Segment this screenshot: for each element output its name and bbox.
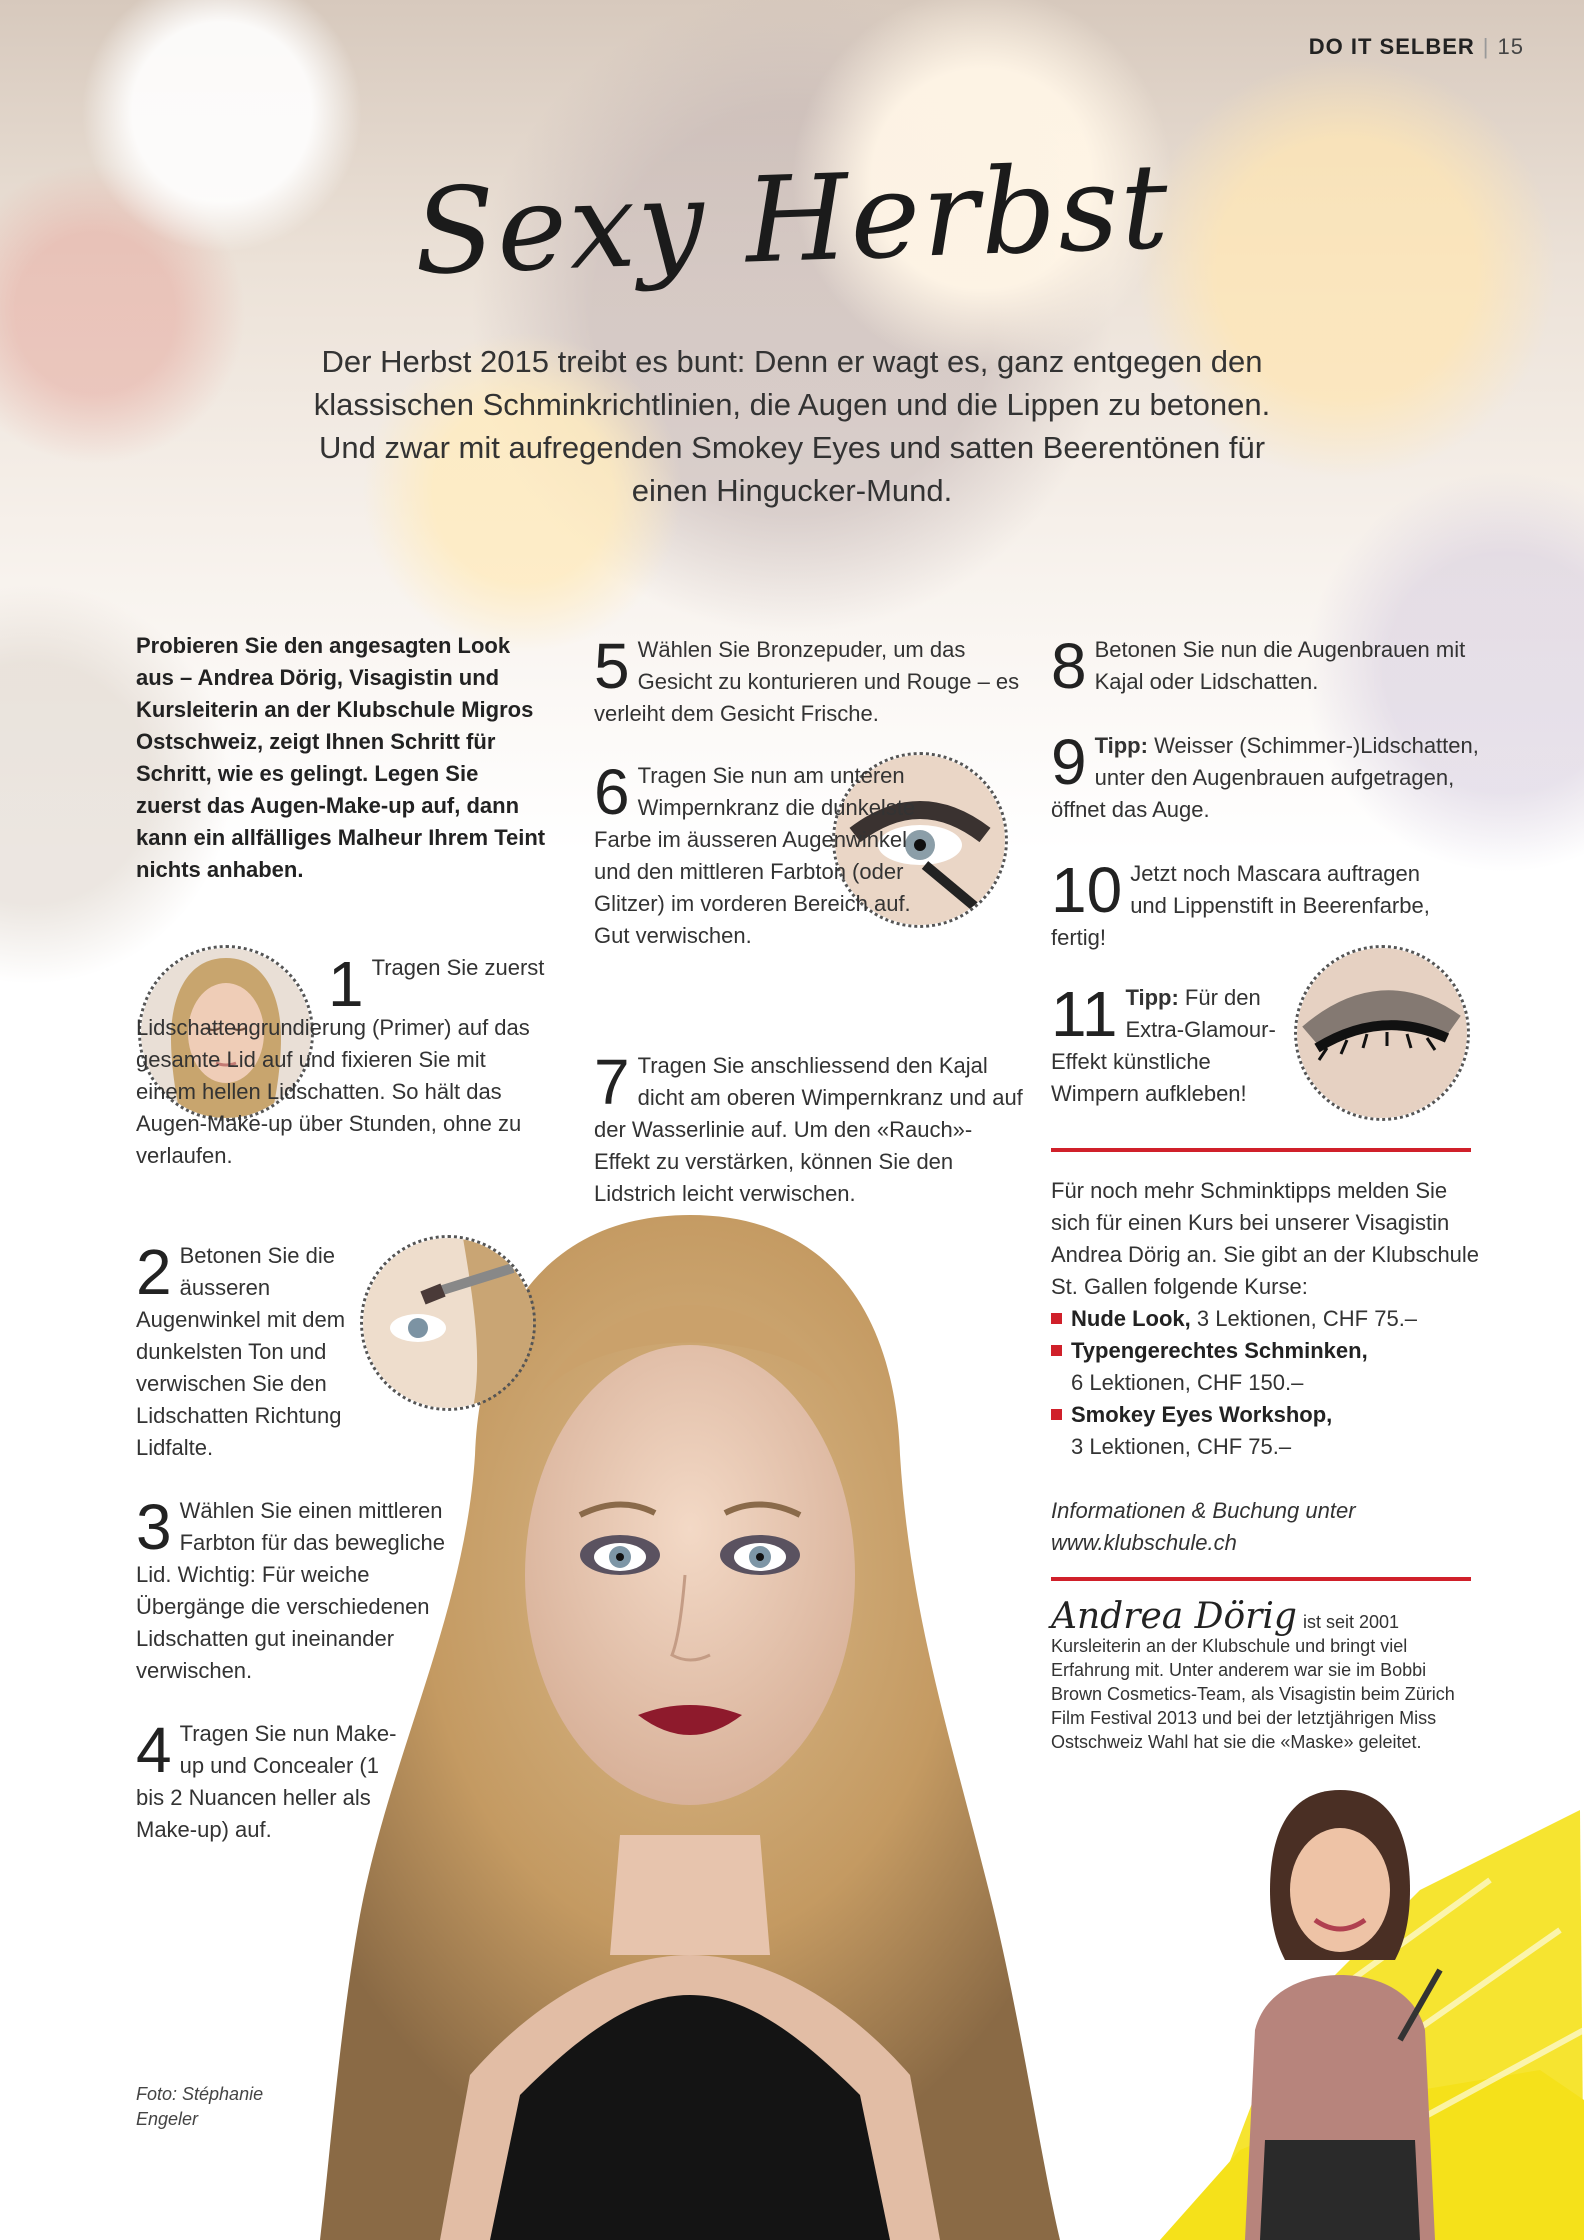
course-list [1051, 1303, 1481, 1463]
divider-bottom [1051, 1577, 1471, 1581]
courses-intro: Für noch mehr Schminktipps melden Sie sich für einen Kurs bei unserer Visagistin Andrea Dörig an. Sie gibt an der Klubschule St. Gallen folgende Kurse: [1051, 1178, 1480, 1299]
course-item: Typengerechtes Schminken, 6 Lektionen, CHF 150.– [1051, 1335, 1481, 1399]
step-9-paragraph [1051, 726, 1481, 826]
page-title: Sexy Herbst [411, 136, 1173, 302]
step-11-tip-label: Tipp: [1125, 985, 1179, 1010]
step-5-number: 5 [594, 630, 630, 702]
step11-eye-lashes-image [1294, 945, 1470, 1121]
step-9-number: 9 [1051, 726, 1087, 798]
instructor-signature: Andrea Dörig [1051, 1596, 1297, 1637]
step-4-number: 4 [136, 1714, 172, 1786]
step-8 [1051, 630, 1481, 702]
step-6-text: Tragen Sie nun am unteren Wimpernkranz die dunkelste Farbe im äusseren Augenwinkel und den mittleren Farbton (oder Glitzer) im vorderen Bereich auf. Gut verwischen. [594, 763, 916, 948]
step-7-text: Tragen Sie anschliessend den Kajal dicht am oberen Wimpernkranz und auf der Wasserlinie auf. Um den «Rauch»-Effekt zu verstärken, können Sie den Lidstrich leicht verwischen. [594, 1053, 1023, 1206]
step-2-number: 2 [136, 1236, 172, 1308]
step-10-text: Jetzt noch Mascara auftragen und Lippenstift in Beerenfarbe, fertig! [1051, 861, 1430, 950]
course-item: Nude Look, 3 Lektionen, CHF 75.– [1051, 1303, 1481, 1335]
andrea-doerig-photo [1225, 1780, 1455, 2240]
bio-text: ist seit 2001 Kursleiterin an der Klubschule und bringt viel Erfahrung mit. Unter anderem war sie im Bobbi Brown Cosmetics-Team, als Visagistin beim Zürich Film Festival 2013 und bei der letztjährigen Miss Ostschweiz Wahl hat sie die «Maske» geleitet. [1051, 1612, 1455, 1752]
page-number: 15 [1497, 34, 1524, 59]
divider-top [1051, 1148, 1471, 1152]
step-2-text: Betonen Sie die äusseren Augenwinkel mit dem dunkelsten Ton und verwischen Sie den Lidschatten Richtung Lidfalte. [136, 1243, 346, 1460]
column-left [136, 630, 546, 886]
photo-credit: Foto: Stéphanie Engeler [136, 2084, 264, 2129]
step-4 [136, 1714, 411, 1846]
step-6 [594, 756, 916, 952]
courses-box [1051, 1175, 1481, 1559]
step-7 [594, 1046, 1024, 1210]
step-7-number: 7 [594, 1046, 630, 1118]
step2-eye-brush-image [360, 1235, 536, 1411]
step-6-number: 6 [594, 756, 630, 828]
step-3-number: 3 [136, 1491, 172, 1563]
step-8-text: Betonen Sie nun die Augenbrauen mit Kajal oder Lidschatten. [1094, 637, 1466, 694]
step-1 [136, 948, 546, 1172]
step-9-tip-label: Tipp: [1094, 733, 1148, 758]
step-9-text: Weisser (Schimmer-)Lidschatten, unter den Augenbrauen aufgetragen, öffnet das Auge. [1051, 733, 1479, 822]
step-9 [1051, 726, 1481, 826]
step-4-text: Tragen Sie nun Make-up und Concealer (1 bis 2 Nuancen heller als Make-up) auf. [136, 1721, 397, 1842]
step-8-number: 8 [1051, 630, 1087, 702]
booking-info: Informationen & Buchung unter www.klubschule.ch [1051, 1498, 1356, 1555]
section-label: DO IT SELBER [1308, 34, 1475, 59]
page-header [1309, 34, 1524, 60]
step-5 [594, 630, 1024, 730]
step-2 [136, 1236, 371, 1464]
step-10 [1051, 854, 1461, 954]
step-1-number: 1 [328, 948, 364, 1020]
step-11-text: Für den Extra-Glamour-Effekt künstliche Wimpern aufkleben! [1051, 985, 1276, 1106]
instructor-bio [1051, 1596, 1471, 1754]
step-1-text: Tragen Sie zuerst Lidschattengrundierung (Primer) auf das gesamte Lid auf und fixieren Sie mit einem hellen Lidschatten. So hält das Augen-Make-up über Stunden, ohne zu verlaufen. [136, 955, 545, 1168]
lead-paragraph: Der Herbst 2015 treibt es bunt: Denn er wagt es, ganz entgegen den klassischen Schminkrichtlinien, die Augen und die Lippen zu betonen. Und zwar mit aufregenden Smokey Eyes und satten Beerentönen für einen Hingucker-Mund. [313, 344, 1271, 508]
step-3 [136, 1491, 461, 1687]
intro-paragraph: Probieren Sie den angesagten Look aus – Andrea Dörig, Visagistin und Kursleiterin an der Klubschule Migros Ostschweiz, zeigt Ihnen Schritt für Schritt, wie es gelingt. Legen Sie zuerst das Augen-Make-up auf, dann kann ein allfälliges Malheur Ihrem Teint nichts anhaben. [136, 633, 546, 882]
header-divider: | [1482, 34, 1490, 59]
step-3-text: Wählen Sie einen mittleren Farbton für das bewegliche Lid. Wichtig: Für weiche Übergänge die verschiedenen Lidschatten gut ineinander verwischen. [136, 1498, 445, 1683]
course-item: Smokey Eyes Workshop, 3 Lektionen, CHF 75.– [1051, 1399, 1481, 1463]
step-5-text: Wählen Sie Bronzepuder, um das Gesicht zu konturieren und Rouge – es verleiht dem Gesicht Frische. [594, 637, 1020, 726]
step-10-number: 10 [1051, 854, 1123, 926]
step-11-number: 11 [1051, 978, 1118, 1050]
step-11 [1051, 978, 1291, 1110]
